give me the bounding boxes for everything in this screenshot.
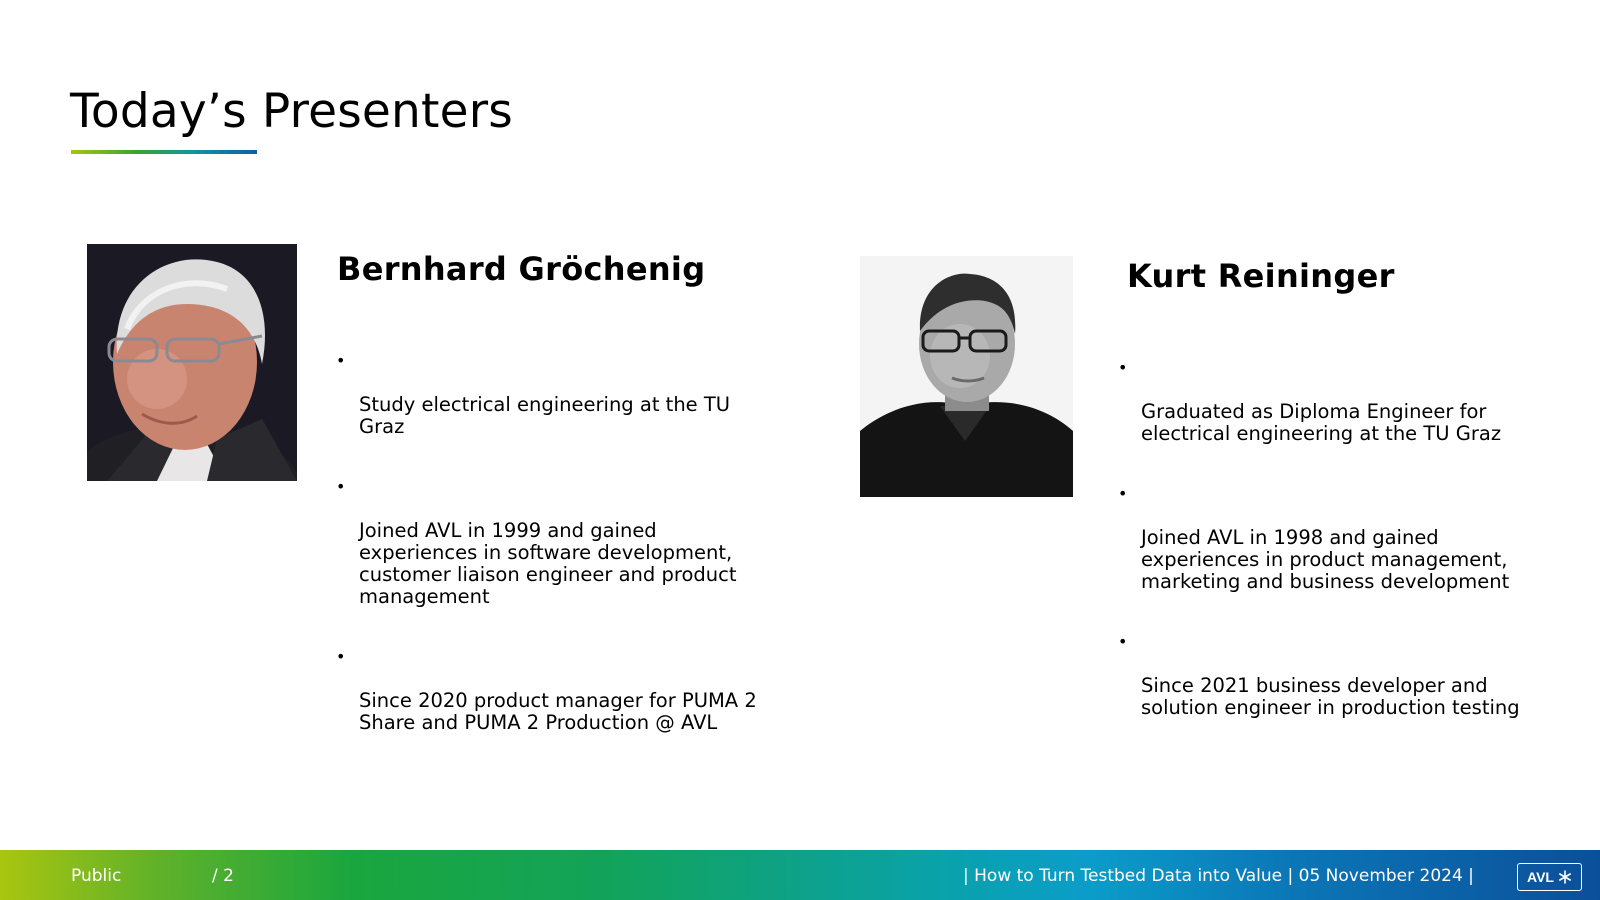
presenter-2-photo <box>860 256 1073 497</box>
footer-presentation-info: | How to Turn Testbed Data into Value | 05 November 2024 | <box>963 866 1474 886</box>
slide-title: Today’s Presenters <box>70 84 513 139</box>
bullet-text: Joined AVL in 1999 and gained experiences in software development, customer liaison engineer and product management <box>359 519 737 608</box>
bullet-icon: • <box>336 647 346 666</box>
bullet-icon: • <box>1118 632 1128 651</box>
bullet-icon: • <box>1118 484 1128 503</box>
bullet-text: Graduated as Diploma Engineer for electrical engineering at the TU Graz <box>1141 400 1502 445</box>
bullet-item <box>1118 357 1588 445</box>
portrait-photo-grayscale <box>860 256 1073 497</box>
bullet-item <box>336 350 796 438</box>
snowflake-logo-icon <box>1558 870 1572 884</box>
avl-logo-text: AVL <box>1527 869 1554 885</box>
presenter-1-name: Bernhard Gröchenig <box>337 250 706 288</box>
presenter-2-name: Kurt Reininger <box>1127 257 1395 295</box>
presenter-1-photo <box>87 244 297 481</box>
title-underline <box>71 150 257 154</box>
bullet-icon: • <box>336 351 346 370</box>
bullet-text: Joined AVL in 1998 and gained experiences in product management, marketing and business development <box>1141 526 1510 593</box>
avl-logo <box>1517 863 1582 891</box>
bullet-icon: • <box>1118 358 1128 377</box>
footer-classification: Public <box>71 866 122 886</box>
portrait-photo-color <box>87 244 297 481</box>
bullet-item <box>336 476 796 608</box>
presenter-2-bullets <box>1118 357 1588 757</box>
footer-page-number: / 2 <box>212 866 234 886</box>
bullet-text: Since 2020 product manager for PUMA 2 Share and PUMA 2 Production @ AVL <box>359 689 757 734</box>
bullet-item <box>1118 631 1588 719</box>
bullet-item <box>336 646 796 734</box>
bullet-item <box>1118 483 1588 593</box>
bullet-text: Since 2021 business developer and solution engineer in production testing <box>1141 674 1520 719</box>
bullet-text: Study electrical engineering at the TU Graz <box>359 393 731 438</box>
bullet-icon: • <box>336 477 346 496</box>
presenter-1-bullets <box>336 350 796 772</box>
